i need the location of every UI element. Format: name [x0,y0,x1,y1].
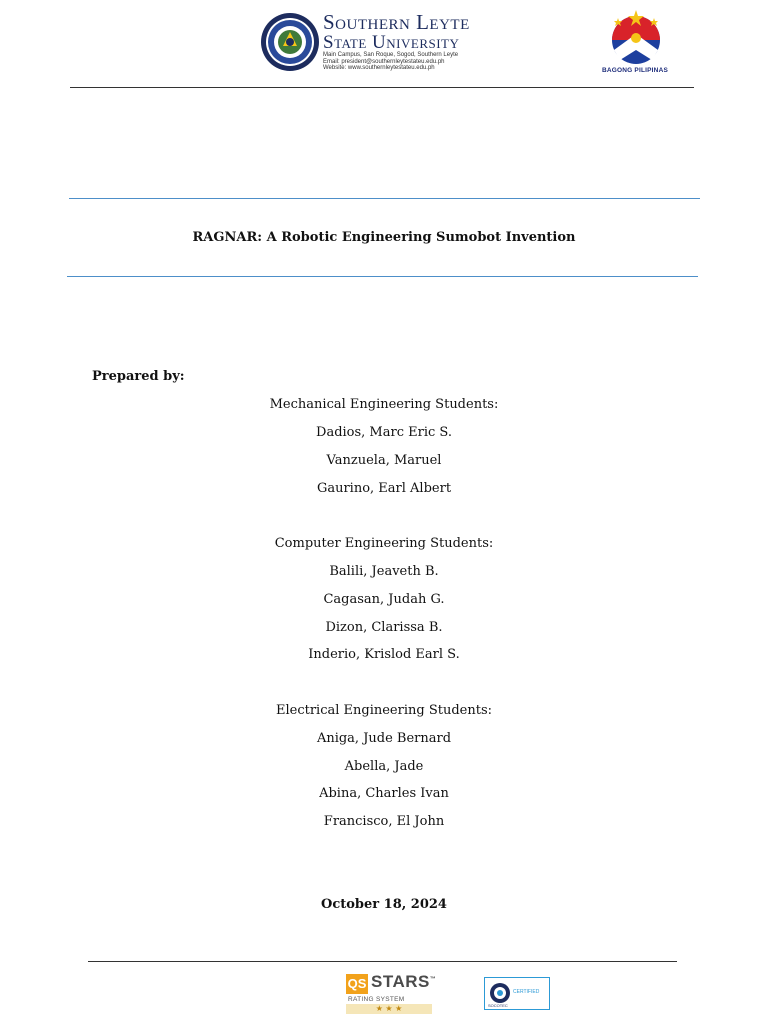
qs-rating-label: RATING SYSTEM [348,996,405,1003]
member-name: Gaurino, Earl Albert [316,481,452,496]
member-name: Dizon, Clarissa B. [325,620,443,635]
member-name: Dadios, Marc Eric S. [316,425,452,440]
member-name: Aniga, Jude Bernard [316,731,452,746]
badge-label: CERTIFIED [513,989,540,995]
university-website: Website: www.southernleytestateu.edu.ph [323,65,435,71]
qs-stars-wordmark: STARS™ [371,972,437,991]
member-name: Francisco, El John [323,814,445,829]
badge-sub-label: SOCOTEC [488,1003,508,1008]
document-date: October 18, 2024 [321,897,447,912]
certification-badge [484,977,550,1010]
member-name: Vanzuela, Maruel [326,453,442,468]
document-title: RAGNAR: A Robotic Engineering Sumobot Invention [192,230,576,245]
group-heading-electrical: Electrical Engineering Students: [275,703,492,718]
group-heading-mechanical: Mechanical Engineering Students: [269,397,499,412]
university-name-line2: State University [323,32,460,53]
member-name: Inderio, Krislod Earl S. [308,647,460,662]
title-bottom-rule [67,276,698,277]
group-heading-computer: Computer Engineering Students: [274,536,494,551]
bagong-pilipinas-label: BAGONG PILIPINAS [601,67,669,74]
member-name: Balili, Jeaveth B. [329,564,439,579]
footer-divider [88,961,677,962]
university-seal-icon [260,12,320,72]
university-email: Email: president@southernleytestateu.edu.ph [323,58,445,65]
header-divider [70,87,694,88]
member-name: Cagasan, Judah G. [323,592,445,607]
university-name-block [323,12,543,72]
title-top-rule [69,198,700,199]
university-name-line1: Southern Leyte [323,10,470,34]
qs-mark: QS [346,974,368,994]
qs-star-band: ★ ★ ★ [346,1004,432,1014]
member-name: Abina, Charles Ivan [319,786,449,801]
university-address: Main Campus, San Roque, Sogod, Southern Leyte [323,52,459,58]
member-name: Abella, Jade [344,759,424,774]
qs-stars-logo [346,972,437,1014]
certification-seal-icon [489,982,511,1004]
prepared-by-label: Prepared by: [92,369,185,384]
